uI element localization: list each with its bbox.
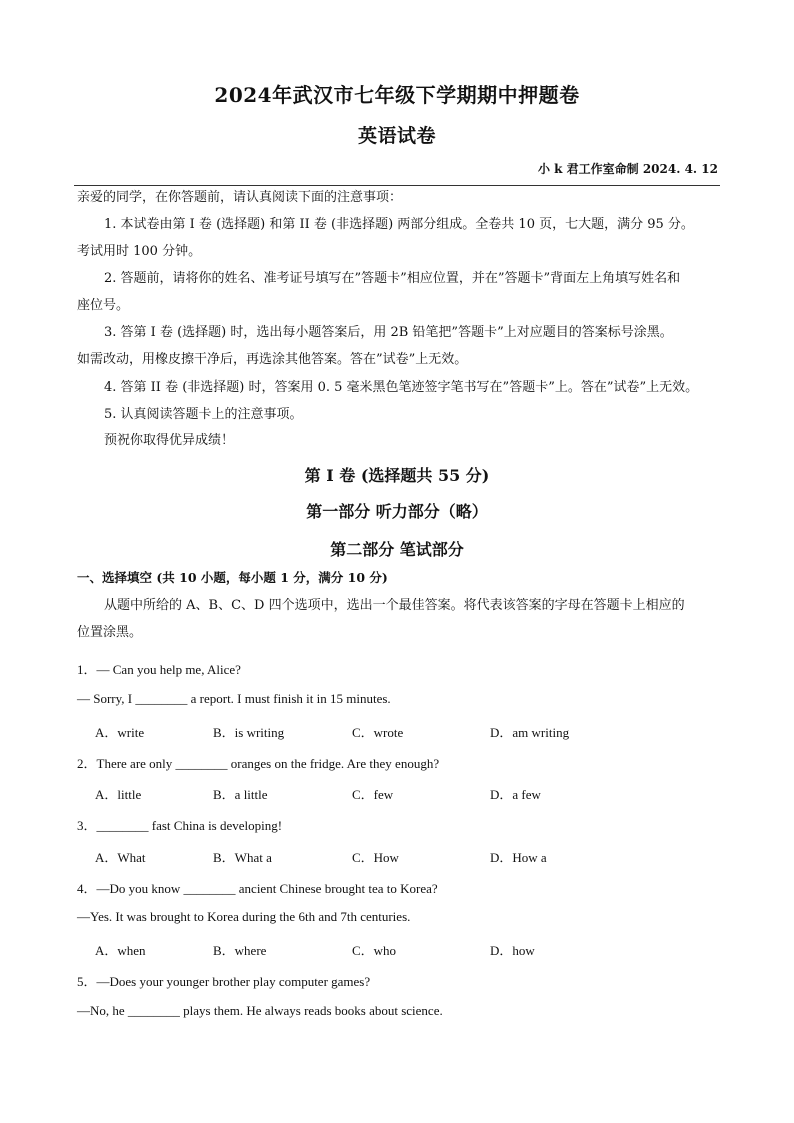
question-1-stem: 1．— Can you help me, Alice? bbox=[77, 662, 241, 677]
question-2-option-a: A．little bbox=[95, 787, 142, 802]
part-2-heading: 第二部分 笔试部分 bbox=[330, 540, 464, 559]
question-1-dialogue: — Sorry, I ________ a report. I must finish it in 15 minutes. bbox=[77, 691, 391, 706]
header-divider bbox=[74, 185, 720, 186]
question-5-dialogue: —No, he ________ plays them. He always reads books about science. bbox=[77, 1003, 443, 1018]
notice-item-4: 4. 答第 II 卷 (非选择题) 时，答案用 0. 5 毫米黑色笔迹签字笔书写在”答题卡”上。答在”试卷”上无效。 bbox=[104, 380, 699, 395]
question-1-option-c: C．wrote bbox=[352, 725, 404, 740]
question-2-option-c: C．few bbox=[352, 787, 394, 802]
question-1-option-a: A．write bbox=[95, 725, 145, 740]
page-subtitle: 英语试卷 bbox=[357, 125, 436, 147]
question-3-option-d: D．How a bbox=[490, 850, 547, 865]
question-1-option-b: B．is writing bbox=[213, 725, 285, 740]
notice-wish: 预祝你取得优异成绩！ bbox=[104, 433, 235, 448]
notice-item-5: 5. 认真阅读答题卡上的注意事项。 bbox=[104, 407, 303, 422]
question-1-option-d: D．am writing bbox=[490, 725, 570, 740]
question-2-option-d: D．a few bbox=[490, 787, 541, 802]
question-3-option-b: B．What a bbox=[213, 850, 272, 865]
question-3-stem: 3．________ fast China is developing! bbox=[77, 818, 283, 833]
notice-item-3-line-1: 3. 答第 I 卷 (选择题) 时，选出每小题答案后，用 2B 铅笔把”答题卡”上对应题目的答案标号涂黑。 bbox=[104, 325, 673, 340]
exercise-1-instruction-line-2: 位置涂黑。 bbox=[77, 625, 143, 640]
credit-line: 小 k 君工作室命制 2024. 4. 12 bbox=[537, 162, 718, 176]
question-4-option-a: A．when bbox=[95, 943, 146, 958]
page-title: 2024年武汉市七年级下学期期中押题卷 bbox=[214, 83, 580, 107]
part-1-heading: 第一部分 听力部分（略） bbox=[306, 502, 488, 521]
question-4-option-d: D．how bbox=[490, 943, 535, 958]
question-5-stem: 5．—Does your younger brother play computer games? bbox=[77, 974, 371, 989]
question-4-dialogue: —Yes. It was brought to Korea during the 6th and 7th centuries. bbox=[77, 909, 411, 924]
notice-item-1-line-2: 考试用时 100 分钟。 bbox=[77, 244, 202, 259]
question-4-stem: 4．—Do you know ________ ancient Chinese brought tea to Korea? bbox=[77, 881, 438, 896]
question-3-option-c: C．How bbox=[352, 850, 399, 865]
notice-item-1-line-1: 1. 本试卷由第 I 卷 (选择题) 和第 II 卷 (非选择题) 两部分组成。全卷共 10 页，七大题，满分 95 分。 bbox=[104, 217, 694, 232]
exercise-1-heading: 一、选择填空 (共 10 小题，每小题 1 分，满分 10 分) bbox=[77, 570, 388, 585]
notice-intro: 亲爱的同学，在你答题前，请认真阅读下面的注意事项： bbox=[77, 190, 403, 205]
question-4-option-b: B．where bbox=[213, 943, 267, 958]
notice-item-2-line-2: 座位号。 bbox=[77, 298, 130, 313]
question-4-option-c: C．who bbox=[352, 943, 397, 958]
volume-1-heading: 第 I 卷 (选择题共 55 分) bbox=[304, 466, 490, 485]
exercise-1-instruction-line-1: 从题中所给的 A、B、C、D 四个选项中，选出一个最佳答案。将代表该答案的字母在答题卡上相应的 bbox=[104, 598, 685, 613]
question-2-stem: 2．There are only ________ oranges on the fridge. Are they enough? bbox=[77, 756, 440, 771]
question-3-option-a: A．What bbox=[95, 850, 146, 865]
question-2-option-b: B．a little bbox=[213, 787, 268, 802]
notice-item-3-line-2: 如需改动，用橡皮擦干净后，再选涂其他答案。答在”试卷”上无效。 bbox=[77, 352, 468, 367]
notice-item-2-line-1: 2. 答题前，请将你的姓名、准考证号填写在”答题卡”相应位置，并在”答题卡”背面左上角填写姓名和 bbox=[104, 271, 681, 286]
